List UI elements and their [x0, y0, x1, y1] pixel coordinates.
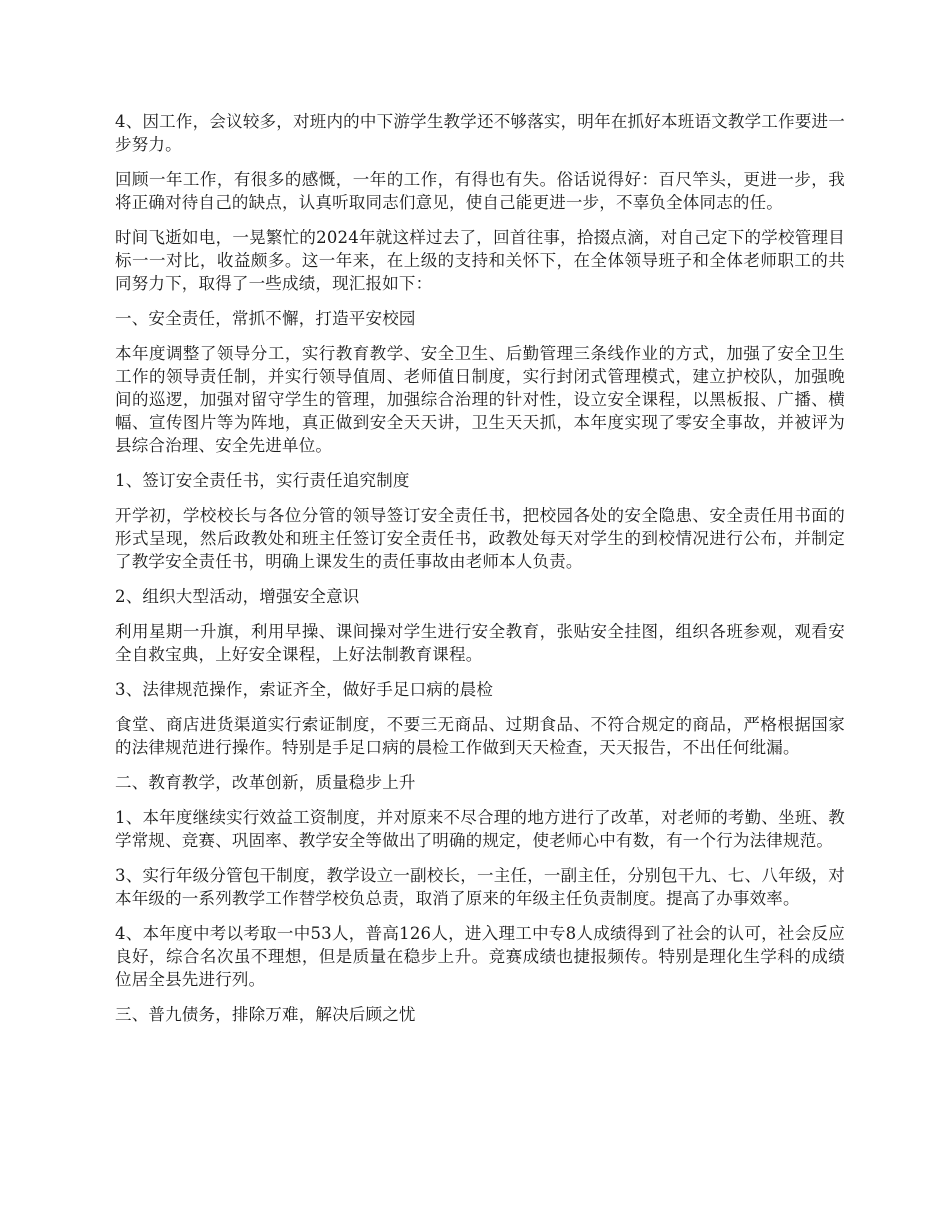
subsection-heading: 2、组织大型活动，增强安全意识 — [115, 587, 360, 606]
section-heading: 二、教育教学，改革创新，质量稳步上升 — [115, 773, 416, 792]
paragraph: 4、本年度中考以考取一中53人，普高126人，进入理工中专8人成绩得到了社会的认可，社会反应良好，综合名次虽不理想，但是质量在稳步上升。竞赛成绩也捷报频传。特别是理化生学科的成绩位居全县先进行列。 — [115, 924, 845, 989]
section-heading: 三、普九债务，排除万难，解决后顾之忧 — [115, 1005, 416, 1024]
paragraph: 时间飞逝如电，一晃繁忙的2024年就这样过去了，回首往事，拾掇点滴，对自己定下的学校管理目标一一对比，收益颇多。这一年来，在上级的支持和关怀下，在全体领导班子和全体老师职工的共同努力下，取得了一些成绩，现汇报如下： — [115, 228, 845, 293]
paragraph: 本年度调整了领导分工，实行教育教学、安全卫生、后勤管理三条线作业的方式，加强了安全卫生工作的领导责任制，并实行领导值周、老师值日制度，实行封闭式管理模式，建立护校队，加强晚间的巡逻，加强对留守学生的管理，加强综合治理的针对性，设立安全课程，以黑板报、广播、横幅、宣传图片等为阵地，真正做到安全天天讲，卫生天天抓，本年度实现了零安全事故，并被评为县综合治理、安全先进单位。 — [115, 344, 845, 455]
document-body — [115, 110, 845, 1038]
section-heading: 一、安全责任，常抓不懈，打造平安校园 — [115, 309, 416, 328]
paragraph: 回顾一年工作，有很多的感慨，一年的工作，有得也有失。俗话说得好：百尺竿头，更进一步，我将正确对待自己的缺点，认真听取同志们意见，使自己能更进一步，不辜负全体同志的任。 — [115, 170, 845, 212]
paragraph: 开学初，学校校长与各位分管的领导签订安全责任书，把校园各处的安全隐患、安全责任用书面的形式呈现，然后政教处和班主任签订安全责任书，政教处每天对学生的到校情况进行公布，并制定了教学安全责任书，明确上课发生的责任事故由老师本人负责。 — [115, 506, 845, 571]
paragraph: 利用星期一升旗，利用早操、课间操对学生进行安全教育，张贴安全挂图，组织各班参观，观看安全自救宝典，上好安全课程，上好法制教育课程。 — [115, 622, 845, 664]
subsection-heading: 1、签订安全责任书，实行责任追究制度 — [115, 471, 410, 490]
paragraph: 3、实行年级分管包干制度，教学设立一副校长，一主任，一副主任，分别包干九、七、八年级，对本年级的一系列教学工作替学校负总责，取消了原来的年级主任负责制度。提高了办事效率。 — [115, 866, 845, 908]
paragraph: 食堂、商店进货渠道实行索证制度，不要三无商品、过期食品、不符合规定的商品，严格根据国家的法律规范进行操作。特别是手足口病的晨检工作做到天天检查，天天报告，不出任何纰漏。 — [115, 715, 845, 757]
paragraph: 4、因工作，会议较多，对班内的中下游学生教学还不够落实，明年在抓好本班语文教学工作要进一步努力。 — [115, 112, 845, 154]
paragraph: 1、本年度继续实行效益工资制度，并对原来不尽合理的地方进行了改革，对老师的考勤、坐班、教学常规、竞赛、巩固率、教学安全等做出了明确的规定，使老师心中有数，有一个行为法律规范。 — [115, 808, 845, 850]
subsection-heading: 3、法律规范操作，索证齐全，做好手足口病的晨检 — [115, 680, 494, 699]
